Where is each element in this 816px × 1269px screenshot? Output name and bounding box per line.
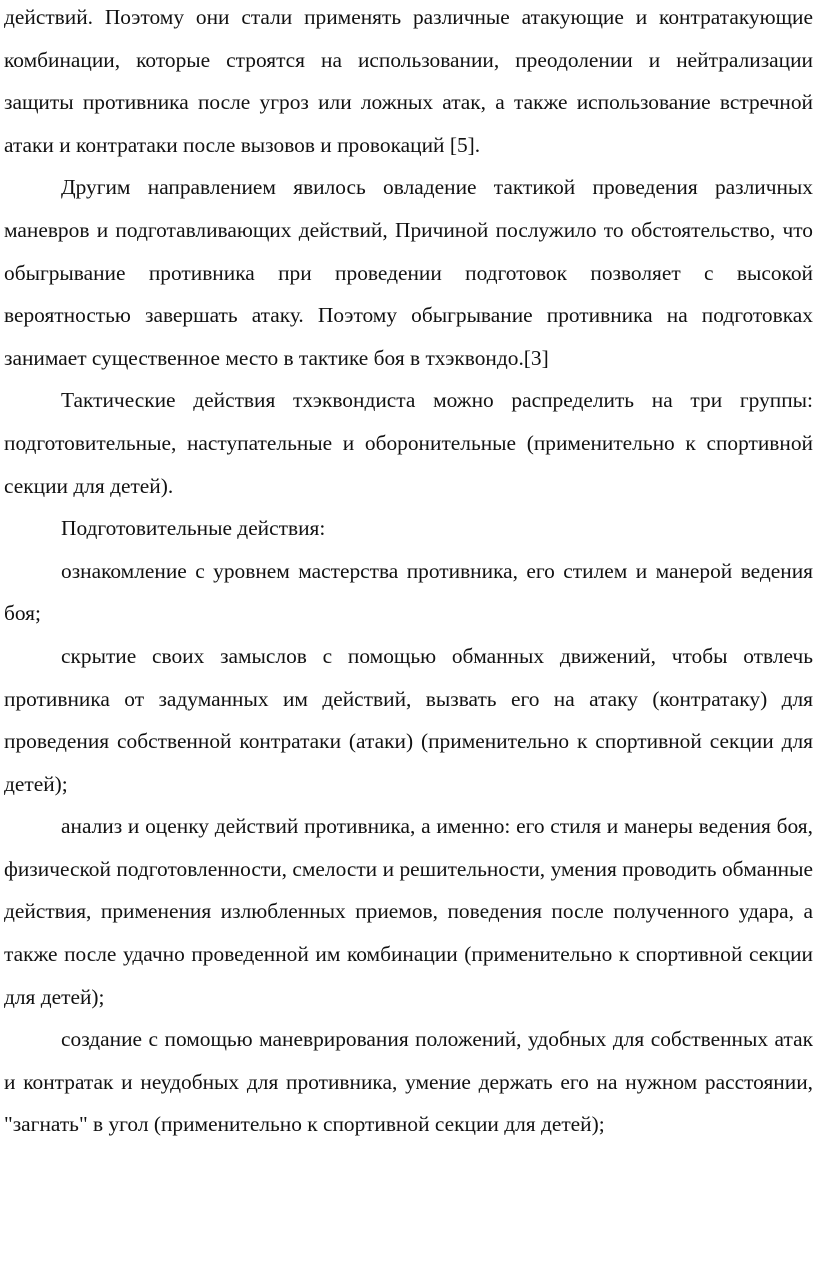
paragraph-3: Тактические действия тхэквондиста можно распределить на три группы: подготовительные, наступательные и оборонительные (применительно к спортивной секции для детей). [4,388,813,498]
paragraph-1: действий. Поэтому они стали применять различные атакующие и контратакующие комбинации, которые строятся на использовании, преодолении и нейтрализации защиты противника после угроз или ложных атак, а также использование встречной атаки и контратаки после вызовов и провокаций [5]. [4,5,813,157]
paragraph-2: Другим направлением явилось овладение тактикой проведения различных маневров и подготавливающих действий, Причиной послужило то обстоятельство, что обыгрывание противника при проведении подготовок позволяет с высокой вероятностью завершать атаку. Поэтому обыгрывание противника на подготовках занимает существенное место в тактике боя в тхэквондо.[3] [4,175,813,370]
list-item-4: создание с помощью маневрирования положений, удобных для собственных атак и контратак и неудобных для противника, умение держать его на нужном расстоянии, "загнать" в угол (применительно к спортивной секции для детей); [4,1027,813,1137]
paragraph-4-heading: Подготовительные действия: [61,516,326,541]
list-item-1: ознакомление с уровнем мастерства противника, его стилем и манерой ведения боя; [4,558,813,626]
list-item-2: скрытие своих замыслов с помощью обманных движений, чтобы отвлечь противника от задуманных им действий, вызвать его на атаку (контратаку) для проведения собственной контратаки (атаки) (применительно к спортивной секции для детей); [4,643,813,796]
list-item-3: анализ и оценку действий противника, а именно: его стиля и манеры ведения боя, физической подготовленности, смелости и решительности, умения проводить обманные действия, применения излюбленных приемов, поведения после полученного удара, а также после удачно проведенной им комбинации (применительно к спортивной секции для детей); [4,814,813,1009]
